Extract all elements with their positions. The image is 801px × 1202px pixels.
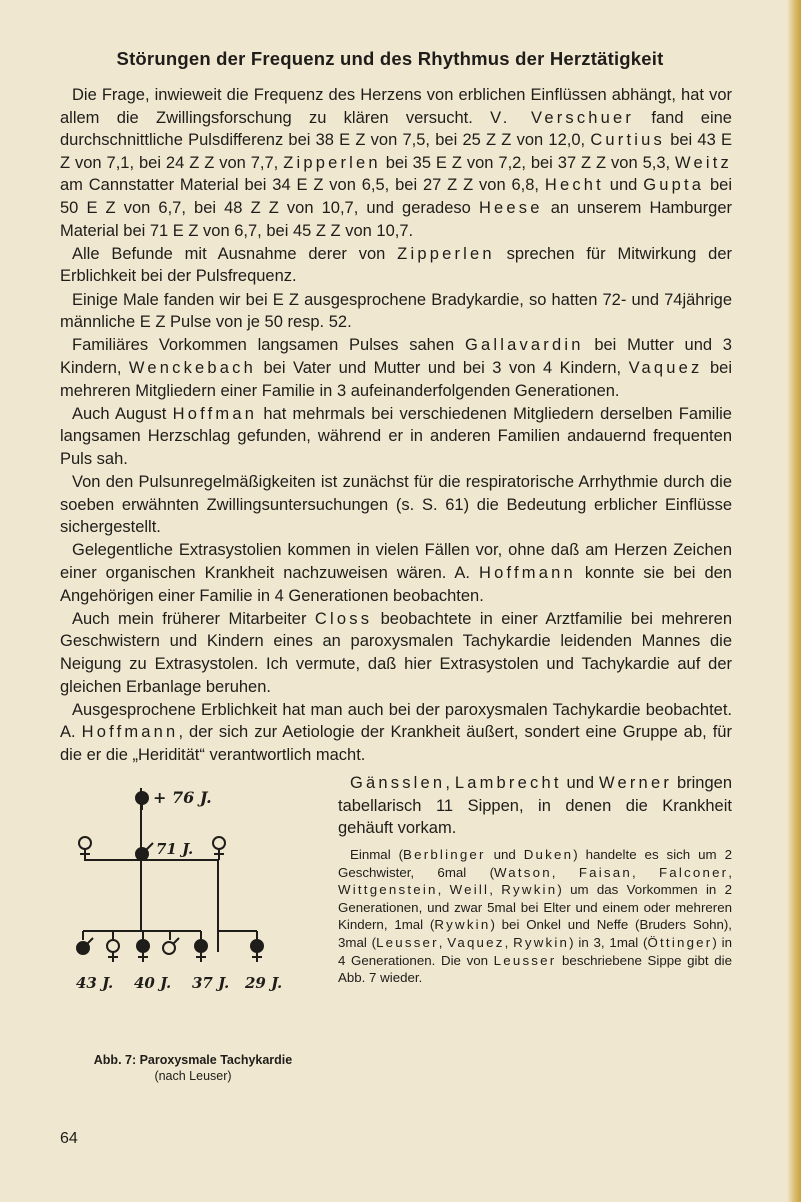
author-name: Rywkin [434, 917, 491, 933]
author-name: Hoffman [172, 404, 258, 423]
author-name: Hoffmann [479, 564, 576, 583]
page-edge-tint [787, 0, 801, 1202]
author-name: Wenckebach [128, 358, 257, 377]
text-run: bringen tabellarisch 11 Sippen, in denen die Krankheit gehäuft vorkam. [338, 774, 732, 837]
text-run: , [504, 934, 514, 950]
author-name: Hecht [544, 176, 604, 195]
author-name: Leusser [493, 952, 557, 968]
paragraph-hoffman [60, 403, 732, 471]
text-run: , [489, 882, 502, 898]
text-run: Ausgesprochene Erblichkeit hat man auch bei der paroxysmalen Tachykardie beobachtet. A. [60, 700, 732, 742]
child-age-label: 37 J. [192, 974, 230, 992]
paragraph-generations [338, 846, 732, 987]
caption-source: (nach Leuser) [154, 1069, 232, 1083]
text-run: , [438, 934, 448, 950]
author-name: Weill [449, 882, 490, 898]
text-run: bei Mutter und 3 Kindern, [60, 336, 732, 377]
author-name: Closs [314, 609, 373, 628]
text-run: und [603, 176, 644, 195]
text-run: bei 35 E Z von 7,2, bei 37 Z Z von 5,3, [380, 153, 676, 172]
text-run: bei 43 E Z von 7,1, bei 24 Z Z von 7,7, [60, 131, 732, 172]
child-3-female-affected-symbol [137, 940, 149, 962]
paragraph-bradycardia: Einige Male fanden wir bei E Z ausgesprochene Bradykardie, so hatten 72- und 74jährige männliche E Z Pulse von je 50 resp. 52. [60, 290, 732, 332]
author-name: Curtius [590, 131, 665, 150]
right-text-column [338, 772, 732, 840]
text-run: Auch August [72, 404, 173, 423]
figure-caption [62, 1052, 324, 1084]
author-name: Vaquez [447, 934, 505, 950]
text-run: ) bei Onkel und Neffe (Bruders Sohn), 3mal ( [338, 917, 732, 950]
text-run: bei Vater und Mutter und bei 3 von 4 Kindern, [256, 358, 629, 377]
child-age-label: 29 J. [245, 974, 283, 992]
paragraph-gaensslen [338, 772, 732, 840]
text-run: ) handelte es sich um 2 Geschwister, 6mal ( [338, 847, 732, 880]
text-run: Alle Befunde mit Ausnahme derer von [72, 244, 398, 263]
text-run: Einmal ( [350, 847, 404, 862]
paragraph-arrhythmia: Von den Pulsunregelmäßigkeiten ist zunächst für die respiratorische Arrhythmie durch die soeben erwähnten Zwillingsuntersuchungen (s. S. 61) die Bedeutung erblicher Einflüsse sichergestellt. [60, 473, 732, 537]
grandmother-symbol [79, 837, 91, 860]
author-name: Heese [478, 198, 543, 217]
text-run: sprechen für Mitwirkung der Erblichkeit bei der Pulsfrequenz. [60, 244, 732, 286]
author-name: Öttinger [647, 934, 713, 950]
text-run: an unserem Hamburger Material bei 71 E Z von 6,7, bei 45 Z Z von 10,7. [60, 198, 732, 240]
author-name: V. Verschuer [490, 108, 635, 127]
text-run: Familiäres Vorkommen langsamen Pulses sahen [72, 336, 465, 355]
text-run: Die Frage, inwieweit die Frequenz des Herzens von erblichen Einflüssen abhängt, hat vor allem die Zwillingsforschung zu klären versucht. [60, 86, 732, 127]
text-run: Gelegentliche Extrasystolien kommen in vielen Fällen vor, ohne daß am Herzen Zeichen einer organischen Krankheit nachzuweisen wären. A. [60, 541, 732, 583]
grandfather-symbol [136, 792, 148, 810]
text-run: ) um das Vorkommen in 2 Generationen, und zwar 5mal bei Elter und einem oder mehreren Kindern, 1mal ( [338, 882, 733, 933]
main-text-column [60, 84, 732, 767]
small-print-paragraph [338, 846, 732, 987]
text-run: bei 50 E Z von 6,7, bei 48 Z Z von 10,7, und geradeso [60, 176, 733, 217]
text-run: ) in 4 Generationen. Die von [338, 934, 732, 968]
text-run: bei mehreren Mitgliedern einer Familie in 3 aufeinanderfolgenden Generationen. [60, 358, 732, 400]
paragraph-findings [60, 243, 732, 288]
text-run: beschriebene Sippe gibt die Abb. 7 wieder. [338, 952, 732, 986]
text-run: , der sich zur Aetiologie der Krankheit äußert, sondert eine Gruppe ab, für die er die „Heridität“ verantwortlich macht. [60, 723, 732, 764]
author-name: Falconer [658, 864, 729, 880]
child-2-female-symbol [107, 940, 119, 962]
text-run: und [485, 847, 524, 862]
text-run: , [631, 864, 659, 880]
author-name: Gallavardin [464, 336, 584, 355]
author-name: Leusser [376, 934, 439, 950]
mother-symbol [213, 837, 225, 860]
child-5-female-affected-symbol [195, 940, 207, 962]
child-age-label: 43 J. [76, 974, 114, 992]
author-name: Werner [599, 774, 673, 792]
text-run: ) in 3, 1mal ( [569, 934, 648, 950]
author-name: Duken [523, 847, 574, 862]
author-name: Gupta [643, 176, 705, 195]
author-name: Rywkin [501, 882, 558, 898]
text-run: , [445, 774, 455, 792]
pedigree-chart [62, 788, 322, 1038]
text-run: , [437, 882, 450, 898]
child-6-female-affected-symbol [251, 938, 263, 962]
author-name: Wittgenstein [338, 882, 438, 898]
author-name: Watson [494, 864, 552, 880]
child-1-male-affected-symbol [77, 938, 93, 954]
author-name: Rywkin [513, 934, 570, 950]
text-run: konnte sie bei den Angehörigen einer Familie in 4 Generationen beobachten. [60, 564, 732, 605]
page-number: 64 [60, 1130, 78, 1147]
paragraph-familial-slow-pulse [60, 334, 732, 402]
paragraph-tachycardia [60, 699, 732, 767]
author-name: Gänsslen [350, 774, 446, 792]
caption-title: Abb. 7: Paroxysmale Tachykardie [93, 1053, 293, 1067]
paragraph-closs [60, 608, 732, 698]
text-run: Auch mein früherer Mitarbeiter [72, 609, 315, 628]
author-name: Berblinger [403, 847, 486, 862]
child-4-male-symbol [163, 938, 179, 954]
text-run: , [551, 864, 579, 880]
author-name: Lambrecht [454, 774, 562, 792]
author-name: Zipperlen [397, 244, 495, 263]
author-name: Hoffmann [81, 723, 179, 742]
child-age-label: 40 J. [134, 974, 172, 992]
page-heading: Störungen der Frequenz und des Rhythmus der Herztätigkeit [116, 48, 664, 69]
text-run: hat mehrmals bei verschiedenen Mitgliedern derselben Familie langsamen Herzschlag gefunden, während er in anderen Familien andauernd frequenten Puls sah. [60, 404, 732, 468]
text-run: beobachtete in einer Arztfamilie bei mehreren Geschwistern und Kindern eines an paroxysmalen Tachykardie leidenden Mannes die Neigung zu Extrasystolen. Ich vermute, daß hier Extrasystolen und Tachykardie auf der gleichen Erbanlage beruhen. [60, 609, 732, 696]
text-run: fand eine durchschnittliche Pulsdifferenz bei 38 E Z von 7,5, bei 25 Z Z von 12,0, [60, 108, 732, 150]
father-label: 71 J. [156, 840, 194, 858]
text-run: , [728, 864, 732, 880]
paragraph-twin-research [60, 84, 732, 242]
grandfather-label: + 76 J. [153, 788, 212, 807]
father-symbol [136, 843, 153, 860]
text-run: und [561, 774, 600, 792]
paragraph-extrasystoles [60, 539, 732, 607]
author-name: Weitz [675, 153, 732, 172]
author-name: Zipperlen [283, 153, 381, 172]
text-run: am Cannstatter Material bei 34 E Z von 6,5, bei 27 Z Z von 6,8, [60, 176, 545, 195]
author-name: Faisan [578, 864, 632, 880]
author-name: Vaquez [628, 358, 703, 377]
